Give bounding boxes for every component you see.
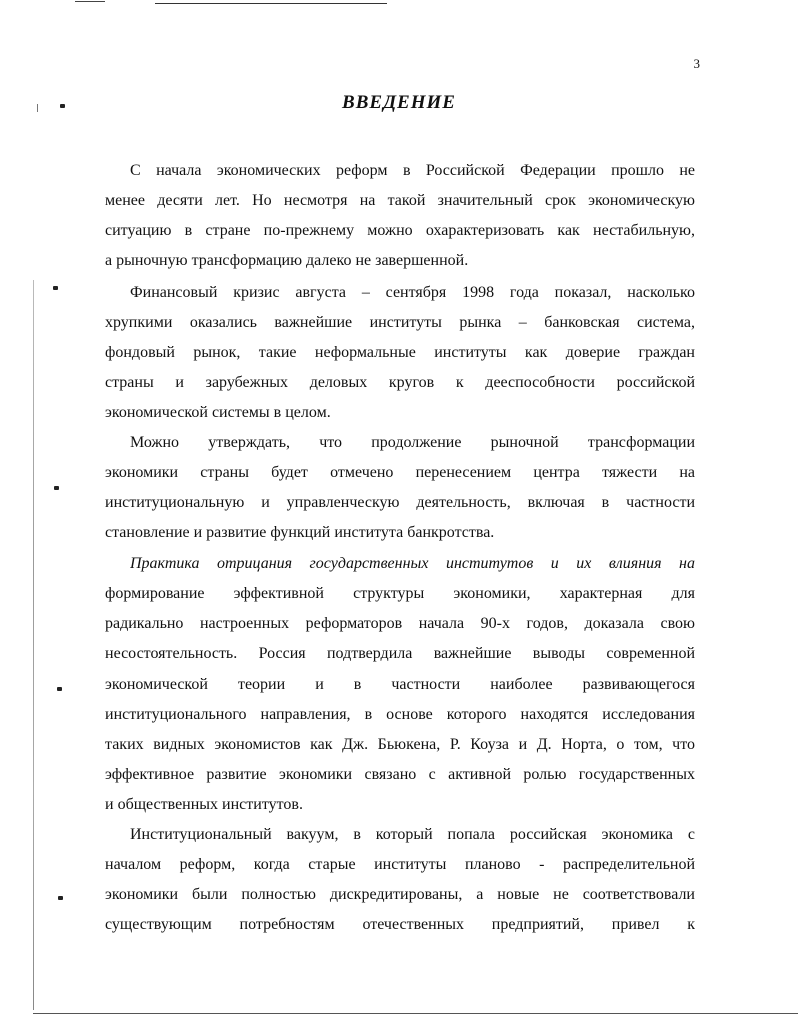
text-line: несостоятельность. Россия подтвердила важнейшие выводы современной [105,645,695,662]
text-line: Финансовый кризис августа – сентября 1998 года показал, насколько [130,284,695,301]
scan-artifact-top-line [155,3,387,4]
page-title: ВВЕДЕНИЕ [342,92,456,113]
text-line: экономической теории и в частности наиболее развивающегося [105,676,695,693]
text-line: экономики были полностью дискредитированы, а новые не соответствовали [105,886,695,903]
text-line: С начала экономических реформ в Российской Федерации прошло не [130,162,695,179]
text-line: ситуацию в стране по-прежнему можно охарактеризовать как нестабильную, [105,222,695,239]
text-line: формирование эффективной структуры экономики, характерная для [105,585,695,602]
text-line: а рыночную трансформацию далеко не завершенной. [105,252,469,269]
text-line: существующим потребностям отечественных предприятий, привел к [105,916,695,933]
text-line: экономики страны будет отмечено перенесением центра тяжести на [105,464,695,481]
text-line: экономической системы в целом. [105,404,331,421]
scan-artifact-bottom-edge [33,1013,798,1014]
text-line: Институциональный вакуум, в который попала российская экономика с [130,826,695,843]
text-line: институциональную и управленческую деятельность, включая в частности [105,494,695,511]
text-line: институционального направления, в основе которого находятся исследования [105,706,695,723]
text-line: становление и развитие функций института банкротства. [105,524,495,541]
scan-artifact-top-line [75,1,105,2]
scan-artifact-mark [54,486,59,490]
text-line: и общественных институтов. [105,796,303,813]
text-line: радикально настроенных реформаторов начала 90-х годов, доказала свою [105,615,695,632]
text-line: Можно утверждать, что продолжение рыночной трансформации [130,434,695,451]
page-number: 3 [693,56,700,71]
text-line: менее десяти лет. Но несмотря на такой значительный срок экономическую [105,192,695,209]
text-line: страны и зарубежных деловых кругов к дееспособности российской [105,374,695,391]
text-line: хрупкими оказались важнейшие институты рынка – банковская система, [105,314,695,331]
text-line: началом реформ, когда старые институты планово - распределительной [105,856,695,873]
scan-artifact-mark [53,286,58,290]
text-line: Практика отрицания государственных институтов и их влияния на [130,555,695,572]
scan-artifact-mark [58,896,63,900]
text-line: фондовый рынок, такие неформальные институты как доверие граждан [105,344,695,361]
scan-artifact-mark [57,687,62,691]
scan-artifact-left-edge [33,280,34,1010]
text-line: таких видных экономистов как Дж. Бьюкена, Р. Коуза и Д. Норта, о том, что [105,736,695,753]
text-line: эффективное развитие экономики связано с активной ролью государственных [105,766,695,783]
